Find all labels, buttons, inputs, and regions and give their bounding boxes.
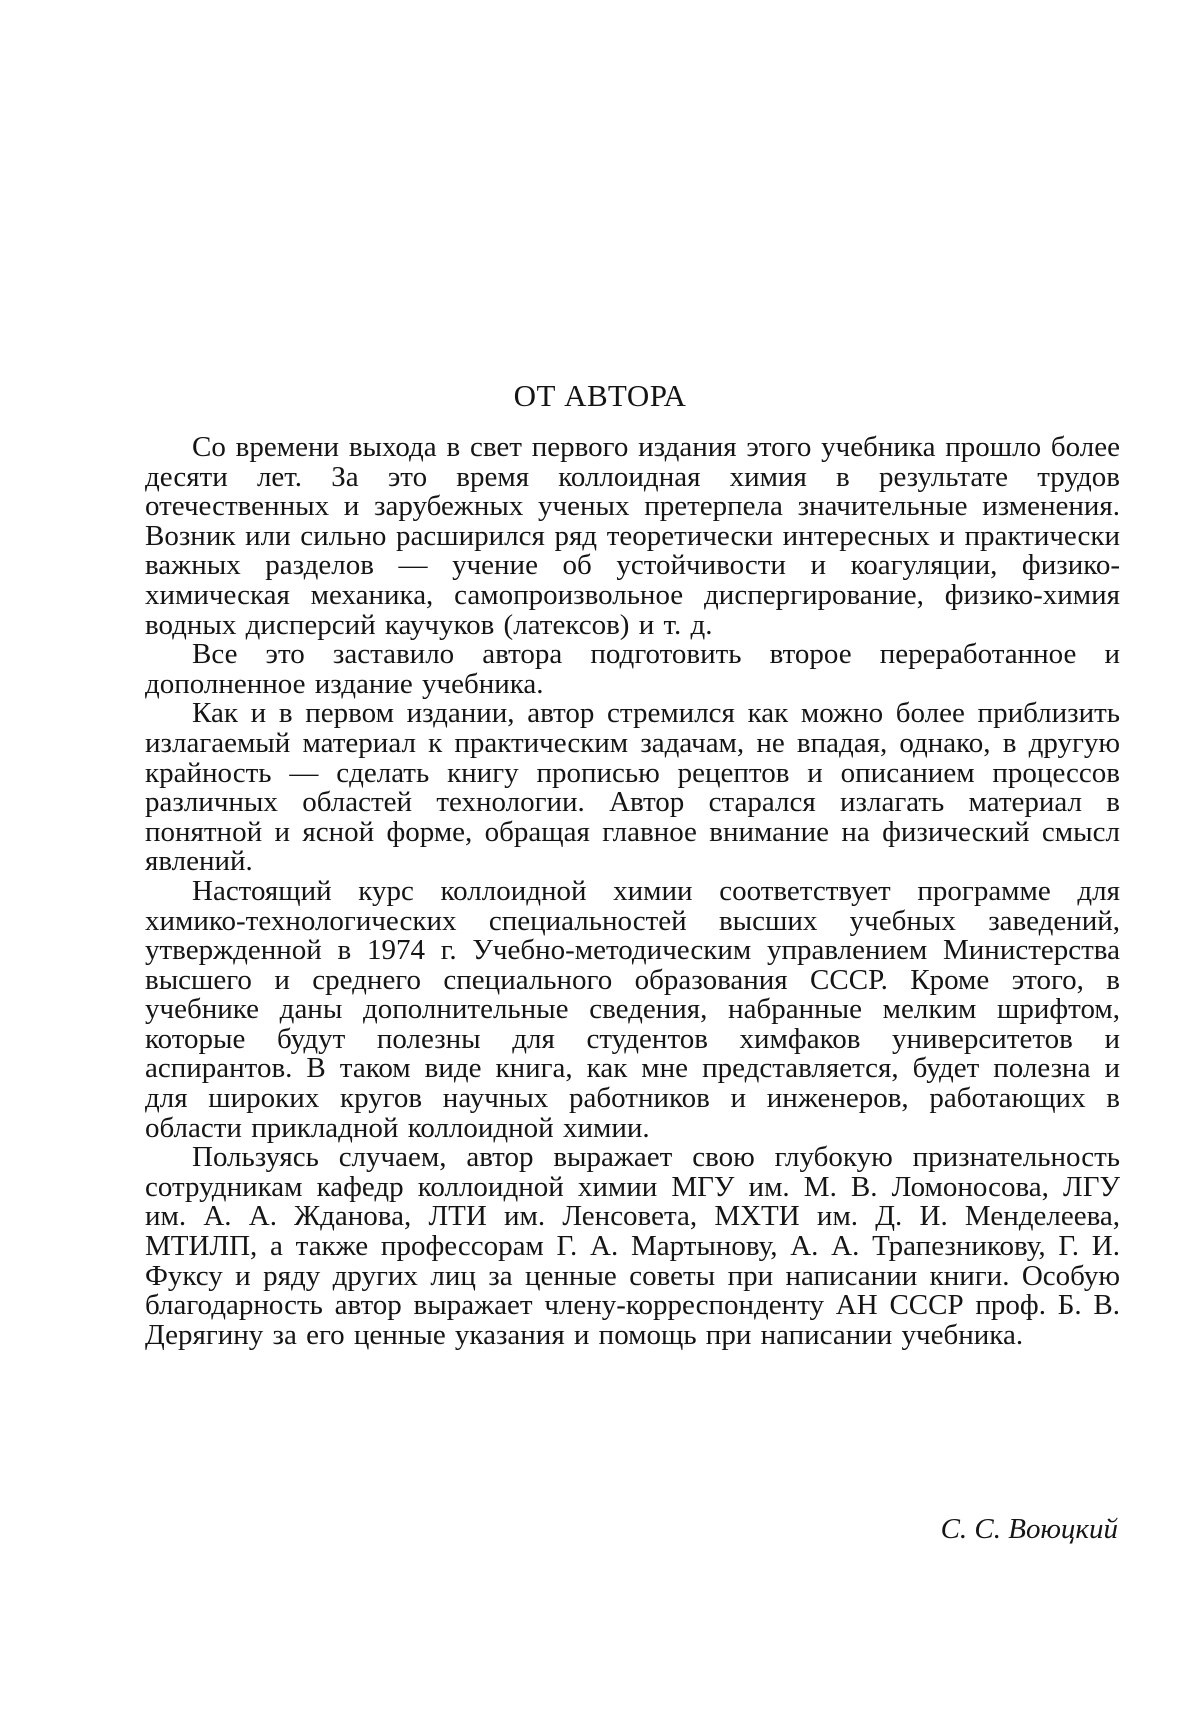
paragraph: Настоящий курс коллоидной химии соответствует программе для химико-технологических специальностей высших учебных заведений, утвержденной в 1974 г. Учебно-методическим управлением Министерства высшего и среднего специального образования СССР. Кроме этого, в учебнике даны дополнительные сведения, набранные мелким шрифтом, которые будут полезны для студентов химфаков университетов и аспирантов. В таком виде книга, как мне представляется, будет полезна и для широких кругов научных работников и инженеров, работающих в области прикладной коллоидной химии. <box>145 874 1120 1144</box>
paragraph: Со времени выхода в свет первого издания этого учебника прошло более десяти лет. За это время коллоидная химия в результате трудов отечественных и зарубежных ученых претерпела значительные изменения. Возник или сильно расширился ряд теоретически интересных и практически важных разделов — учение об устойчивости и коагуляции, физико-химическая механика, самопроизвольное диспергирование, физико-химия водных дисперсий каучуков (латексов) и т. д. <box>145 431 1120 641</box>
page-title: ОТ АВТОРА <box>513 378 687 413</box>
preface-body <box>145 433 1120 1350</box>
paragraph: Все это заставило автора подготовить второе переработанное и дополненное издание учебника. <box>145 638 1120 700</box>
paragraph: Пользуясь случаем, автор выражает свою глубокую признательность сотрудникам кафедр коллоидной химии МГУ им. М. В. Ломоносова, ЛГУ им. А. А. Жданова, ЛТИ им. Ленсовета, МХТИ им. Д. И. Менделеева, МТИЛП, а также профессорам Г. А. Мартынову, А. А. Трапезникову, Г. И. Фуксу и ряду других лиц за ценные советы при написании книги. Особую благодарность автор выражает члену-корреспонденту АН СССР проф. Б. В. Дерягину за его ценные указания и помощь при написании учебника. <box>145 1141 1120 1351</box>
author-signature: С. С. Воюцкий <box>940 1513 1118 1545</box>
paragraph: Как и в первом издании, автор стремился как можно более приблизить излагаемый материал к практическим задачам, не впадая, однако, в другую крайность — сделать книгу прописью рецептов и описанием процессов различных областей технологии. Автор старался излагать материал в понятной и ясной форме, обращая главное внимание на физический смысл явлений. <box>145 697 1120 878</box>
